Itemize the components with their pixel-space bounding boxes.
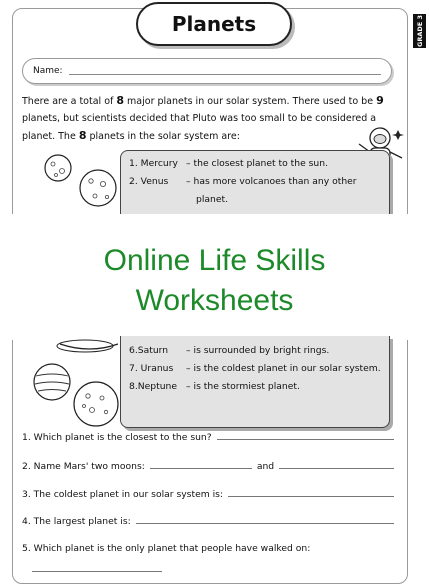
name-field[interactable]	[22, 58, 392, 84]
grade-tag-text: GRADE 3	[415, 15, 424, 47]
planet-list-top	[120, 150, 390, 216]
intro-text-3: planets, but scientists decided that Pluto was too small to be considered a planet. The	[22, 113, 377, 142]
question-5	[22, 543, 394, 554]
page-title-text: Planets	[171, 12, 257, 36]
question-5-text: 5. Which planet is the only planet that people have walked on:	[22, 543, 311, 554]
answer-line-1[interactable]	[217, 439, 394, 440]
ringed-planet-illustration-icon	[30, 338, 122, 430]
answer-line-5[interactable]	[32, 571, 162, 572]
list-item	[129, 155, 381, 173]
question-1	[22, 432, 394, 443]
intro-text-2: major planets in our solar system. There used to be	[124, 96, 377, 107]
grade-tag	[413, 14, 426, 48]
question-2-and: and	[256, 461, 275, 472]
answer-line-3[interactable]	[228, 496, 394, 497]
planet-description: – the closest planet to the sun.	[186, 158, 328, 169]
question-3	[22, 489, 394, 500]
page-title	[136, 2, 292, 46]
list-item	[129, 173, 381, 209]
banner-line-1: Online Life Skills	[103, 244, 326, 277]
intro-number-3: 8	[78, 129, 87, 142]
planet-name: 6.Saturn	[129, 345, 169, 356]
question-2-text: 2. Name Mars' two moons:	[22, 461, 145, 472]
name-label: Name:	[33, 66, 63, 76]
planet-name: 8.Neptune	[129, 381, 178, 392]
intro-paragraph	[22, 92, 394, 145]
planet-list-bottom	[120, 336, 390, 428]
watermark-banner	[0, 214, 429, 340]
planet-description: – is the coldest planet in our solar system.	[186, 363, 381, 374]
question-3-text: 3. The coldest planet in our solar system is:	[22, 489, 224, 500]
intro-number-1: 8	[116, 94, 125, 107]
question-1-text: 1. Which planet is the closest to the sun?	[22, 432, 212, 443]
answer-line-4[interactable]	[136, 523, 394, 524]
list-item	[129, 360, 381, 378]
planet-name: 1. Mercury	[129, 158, 178, 169]
intro-number-2: 9	[376, 94, 384, 107]
planet-description: – has more volcanoes than any other planet.	[186, 176, 357, 205]
intro-text-4: planets in the solar system are:	[86, 131, 240, 142]
name-line[interactable]	[69, 74, 381, 75]
planet-name: 2. Venus	[129, 176, 169, 187]
question-4-text: 4. The largest planet is:	[22, 516, 131, 527]
list-item	[129, 342, 381, 360]
question-4	[22, 516, 394, 527]
intro-text-1: There are a total of	[22, 96, 117, 107]
banner-line-2: Worksheets	[135, 284, 294, 317]
answer-line-2b[interactable]	[279, 468, 394, 469]
list-item	[129, 378, 381, 396]
planet-description: – is surrounded by bright rings.	[186, 345, 330, 356]
question-2	[22, 461, 394, 472]
answer-line-2a[interactable]	[150, 468, 252, 469]
planet-description: – is the stormiest planet.	[186, 381, 300, 392]
planet-illustration-icon	[40, 150, 120, 220]
planet-name: 7. Uranus	[129, 363, 174, 374]
